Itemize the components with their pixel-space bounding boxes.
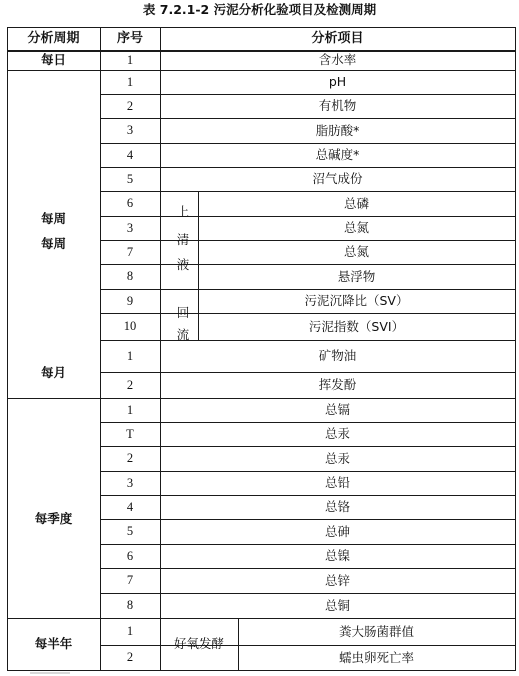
row-item: pH (328, 74, 347, 89)
row-item: 总铜 (324, 598, 350, 613)
row-item: 总砷 (324, 524, 350, 539)
table-border-left (7, 27, 8, 671)
row-item: 粪大肠菌群值 (338, 624, 414, 639)
row-seq: 1 (126, 349, 134, 363)
row-item: 含水率 (318, 52, 357, 67)
row-seq: 8 (126, 269, 134, 283)
row-seq: 1 (126, 75, 134, 89)
period-divider (7, 398, 100, 399)
table-border-right (515, 27, 516, 671)
group-label-aerobic: 好氧发酵 (173, 636, 224, 651)
row-seq: T (126, 427, 134, 441)
period-monthly: 每月 (40, 365, 66, 380)
row-seq: 5 (126, 172, 134, 186)
row-item: 总镉 (324, 402, 350, 417)
row-seq: 3 (126, 221, 134, 235)
row-seq: 6 (126, 196, 134, 210)
group-label-supernatant: 上 (176, 204, 190, 219)
period-divider (7, 70, 100, 71)
period-divider (7, 618, 100, 619)
period-daily: 每日 (40, 52, 66, 67)
row-item: 有机物 (318, 98, 357, 113)
row-seq: 4 (126, 148, 134, 162)
period-weekly: 每周 (40, 211, 66, 226)
row-item: 总磷 (343, 196, 369, 211)
header-period: 分析周期 (27, 31, 80, 46)
row-item: 总氮 (343, 244, 369, 259)
row-seq: 8 (126, 598, 134, 612)
row-item: 矿物油 (318, 348, 357, 363)
row-item: 蠕虫卵死亡率 (338, 650, 414, 665)
row-seq: 6 (126, 549, 134, 563)
row-item: 总镍 (324, 548, 350, 563)
row-seq: 2 (126, 650, 134, 664)
row-seq: 1 (126, 53, 134, 67)
row-seq: 10 (123, 319, 137, 333)
period-quarterly: 每季度 (34, 511, 73, 526)
group-label-supernatant: 清 (176, 232, 190, 247)
table-caption: 表 7.2.1-2 污泥分析化验项目及检测周期 (142, 2, 377, 17)
row-item: 悬浮物 (337, 269, 376, 284)
period-semiannual: 每半年 (34, 636, 73, 651)
footer-mark (30, 672, 70, 674)
row-seq: 7 (126, 573, 134, 587)
row-seq: 1 (126, 624, 134, 638)
period-weekly: 每周 (40, 236, 66, 251)
row-seq: 2 (126, 451, 134, 465)
group-label-supernatant: 液 (176, 257, 190, 272)
row-item: 总铬 (324, 499, 350, 514)
group-label-return-flow: 回 (176, 305, 190, 320)
row-item: 总碱度* (315, 147, 360, 162)
row-seq: 3 (126, 476, 134, 490)
row-seq: 4 (126, 500, 134, 514)
row-item: 总铅 (324, 475, 350, 490)
header-seq: 序号 (116, 31, 143, 46)
row-seq: 5 (126, 524, 134, 538)
table-border-bottom (7, 670, 516, 671)
row-item: 总汞 (324, 451, 350, 466)
row-seq: 2 (126, 378, 134, 392)
row-item: 挥发酚 (318, 377, 357, 392)
group-label-return-flow: 流 (176, 327, 190, 342)
row-item: 总汞 (324, 426, 350, 441)
row-item: 脂肪酸* (315, 123, 360, 138)
row-seq: 1 (126, 403, 134, 417)
row-seq: 3 (126, 123, 134, 137)
row-seq: 2 (126, 99, 134, 113)
row-seq: 9 (126, 294, 134, 308)
row-item: 沼气成份 (312, 171, 363, 186)
row-item: 污泥沉降比（SV） (304, 293, 409, 308)
row-item: 总氮 (343, 220, 369, 235)
row-seq: 7 (126, 245, 134, 259)
row-item: 总锌 (324, 573, 350, 588)
row-item: 污泥指数（SVI） (308, 319, 405, 334)
header-item: 分析项目 (311, 31, 364, 46)
